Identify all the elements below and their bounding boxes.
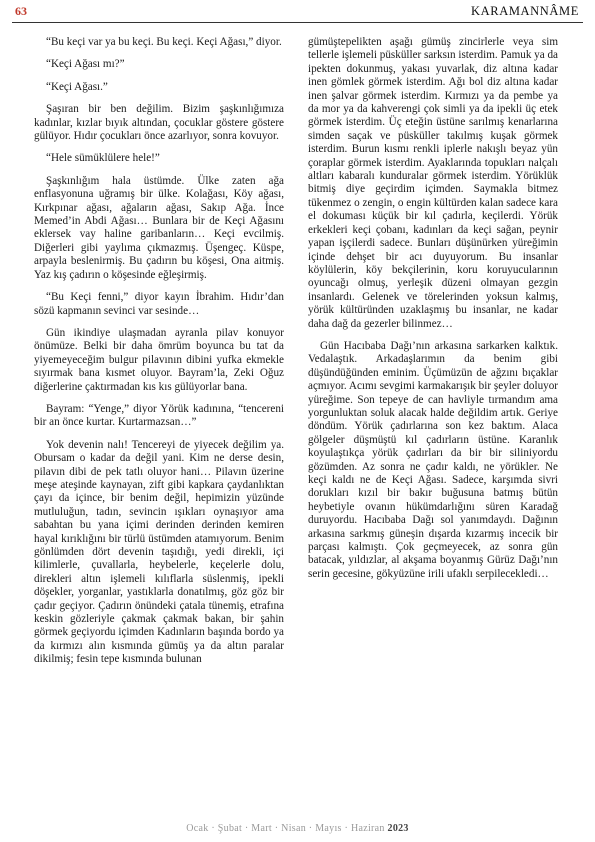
paragraph: “Hele sümüklülere hele!” [46,152,160,165]
page-footer [0,823,595,834]
paragraph: “Bu Keçi fenni,” diyor kayın İbrahim. Hıdır’dan sözü kapmanın sevinci var sesinde… [34,291,284,317]
paragraph: gümüştepelikten aşağı gümüş zincirlerle veya sim tellerle işlemeli püsküller sarksın isterdim. Pamuk ya da ipekten dokunmuş, yakası yuvarlak, diz altına kadar inen gömlek görmek isterdim. Ağı bol diz altına kadar inen şalvar görmek isterdim. Kırmızı ya da pembe ya da mor ya da kahverengi çok simli ya da ipekli üç etek görmek isterdim. Üç eteğin üstüne sarılmış kenarlarına simden saçak ve püsküller takılmış kuşak görmek isterdim. Burun kısmı renkli iplerle nakışlı beyaz yün çoraplar görmek isterdim. Ayaklarında topukları nalçalı altları kabaralı kunduralar görmek isterdim. Yörüklük bitmiş diye geçirdim içimden. Saymakla bitmez tükenmez o zengin, o engin kültürden kalan sadece kara el dokuması küçük bir kıl çadırla, keçilerdi. Yörük erkekleri keçi çobanı, kadınları da keçi sağan, peynir yapan işçilerdi sadece. Bunları düşünürken yüreğimin içinde dehşet bir acı duyuyorum. Bu insanlar köylülerin, köy bekçilerinin, koru koruyucularının oyuncağı olmuş, yerleşik düzeni olmayan gezgin insanlardı. Gelenek ve törelerinden yoksun kalmış, yörük kültüründen uzaklaşmış bu insanlar, ne kadar daha dağ da gezerler bilinmez… [308,36,558,330]
paragraph: Yok devenin nalı! Tencereyi de yiyecek değilim ya. Obursam o kadar da değil yani. Kim ne derse desin, pilavın dibi de pek tatlı oluyor hani… Pilavın üzerine meşe ateşinde kaynayan, zift gibi kapkara çaydanlıktan çayı da içince, bir benim değil, hepimizin yüzünde mutluluğun, tadın, sevincin ışıkları oynaşıyor ama sabahtan bu yana içimi derinden derinden kemiren hayal kırıklığını bir türlü üstümden atamıyorum. Benim gönlümden dört devenin taşıdığı, yedi direkli, içi kilimlerle, çuvallarla, heybelerle, keçelerle dolu, direkleri altın işlemeli kılıflarla süslenmiş, ipekli döşekler, yorganlar, yastıklarla donatılmış, göz göz bir çadır geçiyor. Çadırın önündeki çatala tünemiş, etrafına keskin gözleriyle çakmak çakmak bakan, bir şahin görmek geçiyordu içimden Kadınların başında bordo ya da kırmızı alın kısmında gümüş ya da altın paralar dikilmiş; fesin tepe kısmında bulunan [34,438,284,666]
paragraph: Bayram: “Yenge,” diyor Yörük kadınına, “tencereni bir an önce kurtar. Kurtarmazsan…” [34,402,284,429]
page-number: 63 [15,4,27,18]
magazine-title: KARAMANNÂME [471,4,579,18]
paragraph: Şaşıran bir ben değilim. Bizim şaşkınlığımıza kadınlar, kızlar bıyık altından, çocuklar göstere göstere gülüyor. Hıdır çocukları önce azarlıyor, sonra kovuyor. [34,103,284,143]
header-divider [12,22,583,23]
footer-months: Ocak · Şubat · Mart · Nisan · Mayıs · Haziran [186,823,385,834]
right-text-column [308,36,558,590]
paragraph: Gün Hacıbaba Dağı’nın arkasına sarkarken kalktık. Vedalaştık. Arkadaşlarımın da benim gibi düşündüğünden eminim. Üçümüzün de ağzını bıçaklar açmıyor. Acımı sevgimi karmakarışık bir şeyler doluyor yüreğime. Son tepeye de can havliyle tırmandım ama yorgunluktan soluk alacak halde değildim artık. Geriye döndüm. Yörük çadırlarına son kez baktım. Alaca gölgeler düşmüştü kıl çadırların üstüne. Karanlık koyulaştıkça yörük çadırları da bir bir siliniyordu gözümden. Az sonra ne çadır kaldı, ne yörükler. Ne keçi kaldı ne de Keçi Ağası. Sadece, karşımda sivri dorukları kızıl bir bakır buğusuna batmış bütün heybetiyle ovanın hükümdarlığını süren Karadağ duruyordu. Hacıbaba Dağı sol yanımdaydı. Dağının arkasına sarkmış güneşin dışarda kızarmış incecik bir parçası kalmıştı. Çok geçmeyecek, az sonra gün batacak, yıldızlar, al akşama boyanmış Gürüz Dağı’nın serin gecesine, gökyüzüne irili ufaklı serpilecekledi… [308,339,558,580]
paragraph: Gün ikindiye ulaşmadan ayranla pilav konuyor önümüze. Belki bir daha ömrüm boyunca bu tat da yiyemeyeceğim bulgur pilavının dibini yufka ekmekle sıyırmak bana kısmet oluyor. Bayram’la, Zeki Oğuz diğerlerine çaktırmadan kıs kıs gülüyorlar bana. [34,326,284,393]
paragraph: “Bu keçi var ya bu keçi. Bu keçi. Keçi Ağası,” diyor. [46,36,282,48]
left-text-column [34,36,284,676]
page-header [0,0,595,24]
paragraph: Şaşkınlığım hala üstümde. Ülke zaten ağa enflasyonuna uğramış bir ülke. Kolağası, Köy ağası, Kırkpınar ağası, ağaların ağası, Sakıp Ağa. İnce Memed’in Abdi Ağası… Bunlara bir de Keçi Ağasını eklersek vay haline garibanların… Keçi evcilmiş. Diğerleri gibi yaylıma çıkmazmış. Üşengeç. Küspe, arpayla beslenirmiş. Bu çadırın bu köşesi, Ona aitmiş. Yaz kış çadırın o köşesinde eğleşirmiş. [34,174,284,281]
paragraph: “Keçi Ağası mı?” [46,58,125,71]
paragraph: “Keçi Ağası.” [46,80,108,93]
footer-year: 2023 [387,823,409,834]
